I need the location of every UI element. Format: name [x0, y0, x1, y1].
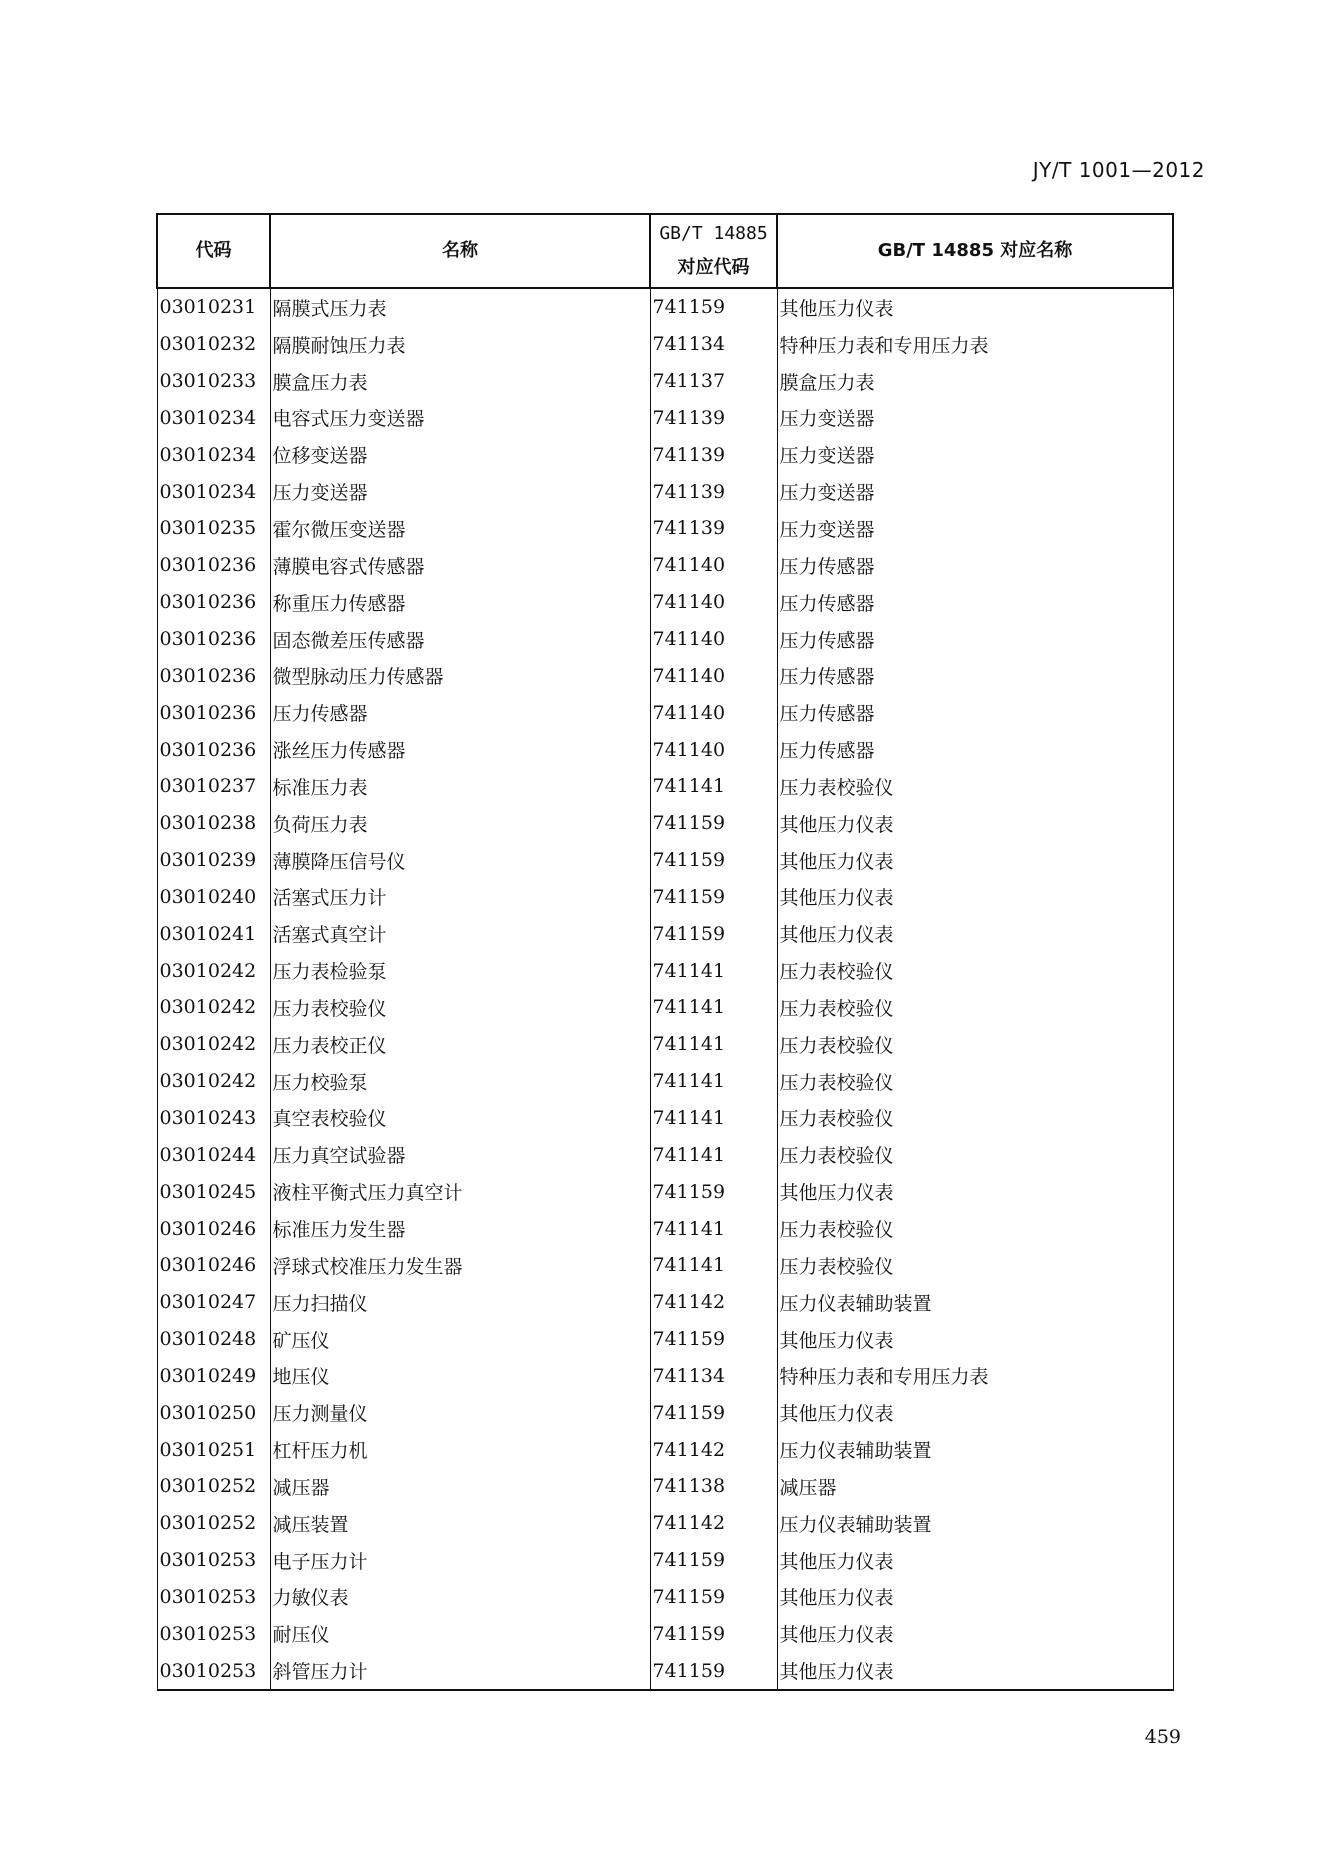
- cell-gb-name: 减压器: [777, 1468, 1173, 1505]
- cell-name: 矿压仪: [270, 1321, 650, 1358]
- cell-gb-name: 其他压力仪表: [777, 288, 1173, 326]
- cell-gb-name: 压力变送器: [777, 400, 1173, 437]
- cell-name: 固态微差压传感器: [270, 621, 650, 658]
- cell-name: 地压仪: [270, 1357, 650, 1394]
- table-row: [157, 400, 1173, 437]
- cell-code: 03010236: [157, 731, 270, 768]
- cell-gb-code: 741159: [650, 1615, 777, 1652]
- cell-gb-name: 压力表校验仪: [777, 1063, 1173, 1100]
- cell-gb-name: 膜盒压力表: [777, 363, 1173, 400]
- table-row: [157, 805, 1173, 842]
- table-header-row: [157, 214, 1173, 288]
- cell-code: 03010242: [157, 1063, 270, 1100]
- cell-code: 03010238: [157, 805, 270, 842]
- cell-name: 压力表校正仪: [270, 1026, 650, 1063]
- cell-code: 03010252: [157, 1468, 270, 1505]
- page-number: 459: [1144, 1726, 1181, 1748]
- table-row: [157, 1431, 1173, 1468]
- cell-gb-code: 741159: [650, 1652, 777, 1690]
- cell-gb-code: 741140: [650, 547, 777, 584]
- table-row: [157, 436, 1173, 473]
- cell-gb-code: 741141: [650, 1100, 777, 1137]
- cell-gb-code: 741142: [650, 1284, 777, 1321]
- table-row: [157, 1321, 1173, 1358]
- cell-name: 减压装置: [270, 1505, 650, 1542]
- cell-code: 03010242: [157, 989, 270, 1026]
- cell-code: 03010251: [157, 1431, 270, 1468]
- cell-name: 压力表检验泵: [270, 952, 650, 989]
- table-row: [157, 1100, 1173, 1137]
- cell-gb-code: 741159: [650, 1173, 777, 1210]
- cell-code: 03010234: [157, 473, 270, 510]
- cell-code: 03010242: [157, 952, 270, 989]
- cell-code: 03010234: [157, 400, 270, 437]
- cell-name: 称重压力传感器: [270, 584, 650, 621]
- cell-gb-code: 741140: [650, 731, 777, 768]
- table-row: [157, 473, 1173, 510]
- cell-code: 03010234: [157, 436, 270, 473]
- header-code: 代码: [157, 214, 270, 288]
- cell-code: 03010239: [157, 842, 270, 879]
- table-body: [157, 288, 1173, 1690]
- table-row: [157, 1210, 1173, 1247]
- cell-gb-code: 741159: [650, 288, 777, 326]
- cell-code: 03010250: [157, 1394, 270, 1431]
- cell-name: 压力真空试验器: [270, 1136, 650, 1173]
- cell-code: 03010253: [157, 1579, 270, 1616]
- cell-name: 压力表校验仪: [270, 989, 650, 1026]
- cell-gb-name: 其他压力仪表: [777, 915, 1173, 952]
- cell-gb-code: 741159: [650, 1321, 777, 1358]
- table-row: [157, 1652, 1173, 1690]
- header-gb-code-line1: GB/T 14885: [659, 223, 768, 244]
- cell-code: 03010233: [157, 363, 270, 400]
- table-row: [157, 1063, 1173, 1100]
- cell-name: 真空表校验仪: [270, 1100, 650, 1137]
- cell-code: 03010231: [157, 288, 270, 326]
- cell-code: 03010243: [157, 1100, 270, 1137]
- cell-name: 隔膜式压力表: [270, 288, 650, 326]
- cell-gb-code: 741159: [650, 842, 777, 879]
- table-row: [157, 288, 1173, 326]
- cell-name: 涨丝压力传感器: [270, 731, 650, 768]
- cell-gb-name: 其他压力仪表: [777, 1173, 1173, 1210]
- cell-code: 03010247: [157, 1284, 270, 1321]
- cell-code: 03010236: [157, 621, 270, 658]
- cell-gb-name: 其他压力仪表: [777, 1542, 1173, 1579]
- cell-name: 霍尔微压变送器: [270, 510, 650, 547]
- cell-code: 03010235: [157, 510, 270, 547]
- cell-gb-name: 压力仪表辅助装置: [777, 1284, 1173, 1321]
- code-mapping-table-container: [156, 213, 1172, 1691]
- table-row: [157, 657, 1173, 694]
- cell-code: 03010246: [157, 1247, 270, 1284]
- cell-gb-code: 741159: [650, 915, 777, 952]
- cell-code: 03010242: [157, 1026, 270, 1063]
- cell-gb-name: 压力变送器: [777, 510, 1173, 547]
- standard-number: JY/T 1001—2012: [1032, 158, 1205, 182]
- cell-gb-code: 741141: [650, 952, 777, 989]
- cell-name: 隔膜耐蚀压力表: [270, 326, 650, 363]
- cell-name: 压力校验泵: [270, 1063, 650, 1100]
- table-row: [157, 1026, 1173, 1063]
- cell-code: 03010236: [157, 694, 270, 731]
- cell-gb-code: 741142: [650, 1505, 777, 1542]
- cell-name: 位移变送器: [270, 436, 650, 473]
- cell-name: 薄膜降压信号仪: [270, 842, 650, 879]
- cell-gb-name: 压力传感器: [777, 547, 1173, 584]
- code-mapping-table: [156, 213, 1174, 1691]
- table-row: [157, 1615, 1173, 1652]
- cell-name: 压力传感器: [270, 694, 650, 731]
- cell-gb-name: 压力传感器: [777, 731, 1173, 768]
- cell-gb-name: 特种压力表和专用压力表: [777, 326, 1173, 363]
- table-row: [157, 547, 1173, 584]
- cell-name: 力敏仪表: [270, 1579, 650, 1616]
- cell-gb-code: 741141: [650, 1026, 777, 1063]
- table-row: [157, 879, 1173, 916]
- cell-gb-name: 其他压力仪表: [777, 805, 1173, 842]
- cell-code: 03010236: [157, 547, 270, 584]
- cell-gb-name: 其他压力仪表: [777, 1615, 1173, 1652]
- cell-gb-code: 741134: [650, 326, 777, 363]
- cell-gb-code: 741140: [650, 657, 777, 694]
- cell-gb-code: 741141: [650, 1210, 777, 1247]
- cell-name: 标准压力发生器: [270, 1210, 650, 1247]
- cell-code: 03010236: [157, 584, 270, 621]
- cell-code: 03010241: [157, 915, 270, 952]
- cell-gb-name: 其他压力仪表: [777, 879, 1173, 916]
- cell-gb-code: 741141: [650, 1063, 777, 1100]
- cell-gb-code: 741139: [650, 436, 777, 473]
- table-row: [157, 1136, 1173, 1173]
- cell-code: 03010252: [157, 1505, 270, 1542]
- header-gb-code-line2: 对应代码: [677, 257, 750, 278]
- cell-gb-name: 压力仪表辅助装置: [777, 1431, 1173, 1468]
- cell-gb-code: 741159: [650, 1579, 777, 1616]
- table-row: [157, 1284, 1173, 1321]
- cell-code: 03010248: [157, 1321, 270, 1358]
- cell-gb-code: 741140: [650, 621, 777, 658]
- cell-gb-name: 压力变送器: [777, 473, 1173, 510]
- table-row: [157, 1247, 1173, 1284]
- cell-gb-code: 741140: [650, 694, 777, 731]
- cell-code: 03010249: [157, 1357, 270, 1394]
- cell-code: 03010246: [157, 1210, 270, 1247]
- cell-name: 薄膜电容式传感器: [270, 547, 650, 584]
- cell-name: 压力扫描仪: [270, 1284, 650, 1321]
- cell-gb-name: 压力表校验仪: [777, 768, 1173, 805]
- cell-name: 负荷压力表: [270, 805, 650, 842]
- table-row: [157, 326, 1173, 363]
- cell-gb-code: 741141: [650, 1136, 777, 1173]
- cell-gb-name: 其他压力仪表: [777, 1652, 1173, 1690]
- cell-gb-name: 压力传感器: [777, 657, 1173, 694]
- cell-name: 减压器: [270, 1468, 650, 1505]
- table-row: [157, 952, 1173, 989]
- cell-gb-name: 压力表校验仪: [777, 989, 1173, 1026]
- header-gb-code: [650, 214, 777, 288]
- cell-code: 03010240: [157, 879, 270, 916]
- cell-gb-code: 741159: [650, 1542, 777, 1579]
- table-row: [157, 915, 1173, 952]
- table-row: [157, 510, 1173, 547]
- cell-code: 03010244: [157, 1136, 270, 1173]
- cell-name: 液柱平衡式压力真空计: [270, 1173, 650, 1210]
- table-row: [157, 1542, 1173, 1579]
- cell-name: 浮球式校准压力发生器: [270, 1247, 650, 1284]
- table-row: [157, 1394, 1173, 1431]
- table-row: [157, 842, 1173, 879]
- cell-name: 电容式压力变送器: [270, 400, 650, 437]
- cell-name: 微型脉动压力传感器: [270, 657, 650, 694]
- cell-gb-name: 压力表校验仪: [777, 1026, 1173, 1063]
- cell-gb-code: 741140: [650, 584, 777, 621]
- cell-name: 耐压仪: [270, 1615, 650, 1652]
- cell-name: 斜管压力计: [270, 1652, 650, 1690]
- cell-gb-code: 741159: [650, 1394, 777, 1431]
- cell-gb-code: 741138: [650, 1468, 777, 1505]
- cell-name: 压力测量仪: [270, 1394, 650, 1431]
- cell-gb-code: 741159: [650, 805, 777, 842]
- cell-gb-code: 741159: [650, 879, 777, 916]
- cell-gb-code: 741134: [650, 1357, 777, 1394]
- cell-gb-code: 741139: [650, 473, 777, 510]
- table-row: [157, 989, 1173, 1026]
- table-row: [157, 1357, 1173, 1394]
- table-row: [157, 584, 1173, 621]
- cell-name: 活塞式真空计: [270, 915, 650, 952]
- cell-name: 活塞式压力计: [270, 879, 650, 916]
- cell-gb-name: 压力表校验仪: [777, 1247, 1173, 1284]
- table-row: [157, 1173, 1173, 1210]
- table-row: [157, 621, 1173, 658]
- table-row: [157, 731, 1173, 768]
- cell-gb-name: 压力表校验仪: [777, 1100, 1173, 1137]
- header-gb-name: GB/T 14885 对应名称: [777, 214, 1173, 288]
- cell-gb-name: 压力表校验仪: [777, 1136, 1173, 1173]
- table-row: [157, 363, 1173, 400]
- cell-gb-name: 压力传感器: [777, 694, 1173, 731]
- cell-gb-name: 压力仪表辅助装置: [777, 1505, 1173, 1542]
- table-row: [157, 1579, 1173, 1616]
- cell-gb-name: 特种压力表和专用压力表: [777, 1357, 1173, 1394]
- cell-gb-name: 压力传感器: [777, 621, 1173, 658]
- table-row: [157, 1505, 1173, 1542]
- table-row: [157, 1468, 1173, 1505]
- table-row: [157, 768, 1173, 805]
- cell-code: 03010245: [157, 1173, 270, 1210]
- cell-name: 压力变送器: [270, 473, 650, 510]
- cell-gb-code: 741141: [650, 1247, 777, 1284]
- cell-name: 膜盒压力表: [270, 363, 650, 400]
- cell-gb-name: 其他压力仪表: [777, 1579, 1173, 1616]
- cell-code: 03010253: [157, 1652, 270, 1690]
- cell-code: 03010232: [157, 326, 270, 363]
- cell-gb-name: 压力传感器: [777, 584, 1173, 621]
- cell-gb-code: 741139: [650, 400, 777, 437]
- cell-gb-name: 其他压力仪表: [777, 842, 1173, 879]
- cell-gb-name: 压力表校验仪: [777, 952, 1173, 989]
- cell-gb-name: 其他压力仪表: [777, 1394, 1173, 1431]
- cell-gb-code: 741142: [650, 1431, 777, 1468]
- cell-code: 03010237: [157, 768, 270, 805]
- cell-gb-name: 压力变送器: [777, 436, 1173, 473]
- cell-name: 标准压力表: [270, 768, 650, 805]
- cell-name: 杠杆压力机: [270, 1431, 650, 1468]
- header-name: 名称: [270, 214, 650, 288]
- cell-gb-code: 741141: [650, 768, 777, 805]
- table-row: [157, 694, 1173, 731]
- cell-code: 03010253: [157, 1542, 270, 1579]
- cell-gb-name: 压力表校验仪: [777, 1210, 1173, 1247]
- cell-gb-code: 741139: [650, 510, 777, 547]
- cell-code: 03010253: [157, 1615, 270, 1652]
- cell-gb-name: 其他压力仪表: [777, 1321, 1173, 1358]
- cell-gb-code: 741141: [650, 989, 777, 1026]
- cell-name: 电子压力计: [270, 1542, 650, 1579]
- cell-code: 03010236: [157, 657, 270, 694]
- cell-gb-code: 741137: [650, 363, 777, 400]
